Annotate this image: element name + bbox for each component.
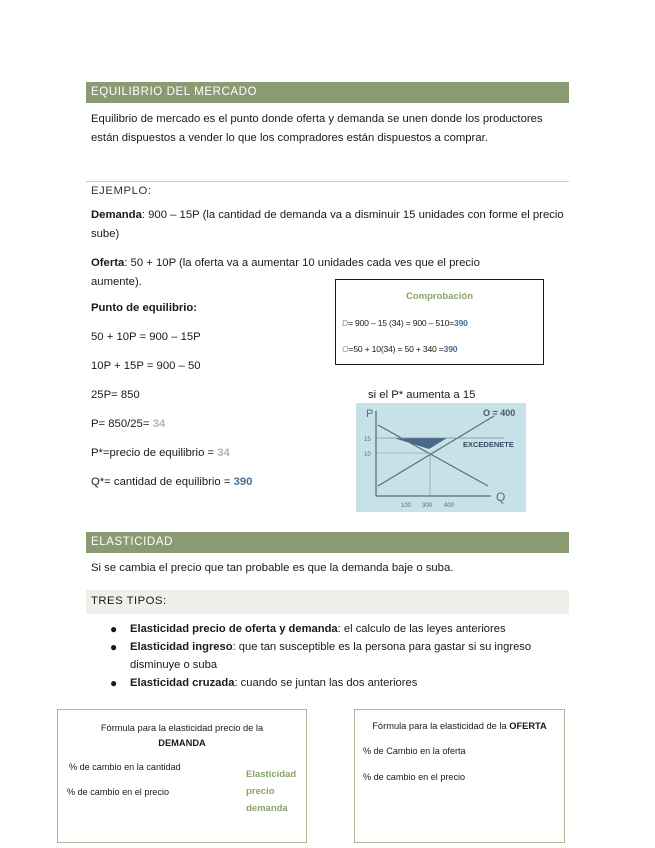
oferta-text: : 50 + 10P (la oferta va a aumentar 10 unidades cada ves que el precio aumente). xyxy=(91,257,480,288)
demanda-text: : 900 – 15P (la cantidad de demanda va a disminuir 15 unidades con forme el precio sube) xyxy=(91,209,564,240)
equilibrio-definition: Equilibrio de mercado es el punto donde oferta y demanda se unen donde los productores están dispuestos a vender lo que los compradores están dispuestos a comprar. xyxy=(91,113,543,144)
comprobacion-o-line xyxy=(342,344,457,354)
type-3-label: Elasticidad cruzada xyxy=(130,677,235,689)
formula-oferta-title-text: Fórmula para la elasticidad de la xyxy=(372,721,507,731)
equation-2: 10P + 15P = 900 – 50 xyxy=(91,360,201,372)
demanda-label: Demanda xyxy=(91,209,142,221)
elasticidad-definition: Si se cambia el precio que tan probable es que la demanda baje o suba. xyxy=(91,562,454,574)
formula-oferta-box xyxy=(354,709,565,843)
d-value: 390 xyxy=(454,318,468,328)
punto-equilibrio-label: Punto de equilibrio: xyxy=(91,302,198,314)
comprobacion-title: Comprobación xyxy=(405,291,474,302)
p-star-line xyxy=(91,447,230,459)
type-1-label: Elasticidad precio de oferta y demanda xyxy=(130,623,338,635)
section-header-elasticidad: ELASTICIDAD xyxy=(86,532,569,553)
comprobacion-d-line xyxy=(342,318,468,328)
o-400-label: O = 400 xyxy=(483,408,516,418)
type-2-label: Elasticidad ingreso xyxy=(130,641,233,653)
equation-3: 25P= 850 xyxy=(91,389,140,401)
y-tick-10: 10 xyxy=(364,452,371,458)
x-tick-400: 400 xyxy=(444,503,455,509)
o-text: =50 + 10(34) = 50 + 340 = xyxy=(348,344,444,354)
tres-tipos-header: TRES TIPOS: xyxy=(86,590,569,614)
oferta-label: Oferta xyxy=(91,257,125,269)
p-axis-label: P xyxy=(366,408,374,420)
q-star-text: Q*= cantidad de equilibrio = xyxy=(91,476,231,488)
example-label: EJEMPLO: xyxy=(91,185,152,197)
formula-demanda-title-bold: DEMANDA xyxy=(158,738,206,748)
bullet-icon: ● xyxy=(110,622,118,636)
q-star-line xyxy=(91,476,252,488)
formula-demanda-result: Elasticidad precio demanda xyxy=(246,769,297,814)
d-letter: D xyxy=(342,318,349,328)
x-tick-100: 100 xyxy=(401,503,412,509)
o-value: 390 xyxy=(443,344,458,354)
q-star-value: 390 xyxy=(233,476,253,488)
o-letter: O xyxy=(342,344,349,354)
equation-4-text: P= 850/25= xyxy=(91,418,150,430)
list-item xyxy=(110,620,550,638)
d-text: = 900 – 15 (34) = 900 – 510= xyxy=(348,318,454,328)
elasticity-types-list xyxy=(110,620,550,692)
equation-1: 50 + 10P = 900 – 15P xyxy=(91,331,201,343)
formula-demanda-title xyxy=(58,721,306,751)
formula-demanda-denominator: % de cambio en el precio xyxy=(67,787,170,797)
excedente-label: EXCEDENETE xyxy=(463,440,514,449)
divider xyxy=(86,181,569,182)
section-header-equilibrio: EQUILIBRIO DEL MERCADO xyxy=(86,82,569,103)
x-tick-300: 300 xyxy=(422,503,433,509)
formula-demanda-title-text: Fórmula para la elasticidad precio de la xyxy=(100,723,264,733)
type-2-text: : que tan susceptible es la persona para gastar si su ingreso disminuye o suba xyxy=(130,641,532,671)
equation-4-value: 34 xyxy=(152,418,166,430)
formula-oferta-title xyxy=(355,721,564,731)
graph-svg xyxy=(356,403,526,512)
p-star-value: 34 xyxy=(217,447,230,459)
formula-oferta-denominator: % de cambio en el precio xyxy=(363,772,466,782)
equation-4 xyxy=(91,418,165,430)
comprobacion-box xyxy=(335,279,544,365)
formula-demanda-numerator: % de cambio en la cantidad xyxy=(69,762,181,772)
p-star-text: P*=precio de equilibrio = xyxy=(91,447,215,459)
bullet-icon: ● xyxy=(110,640,118,654)
y-tick-15: 15 xyxy=(364,437,371,443)
demanda-paragraph xyxy=(91,206,566,243)
q-axis-label: Q xyxy=(496,490,506,504)
formula-demanda-box xyxy=(57,709,307,843)
supply-demand-graph xyxy=(356,403,526,512)
formula-oferta-title-bold: OFERTA xyxy=(509,721,547,731)
type-3-text: : cuando se juntan las dos anteriores xyxy=(234,677,418,689)
list-item xyxy=(110,674,550,692)
graph-caption: si el P* aumenta a 15 xyxy=(368,389,476,401)
list-item xyxy=(110,638,550,674)
type-1-text: : el calculo de las leyes anteriores xyxy=(337,623,506,635)
bullet-icon: ● xyxy=(110,676,118,690)
formula-oferta-numerator: % de Cambio en la oferta xyxy=(363,746,466,756)
